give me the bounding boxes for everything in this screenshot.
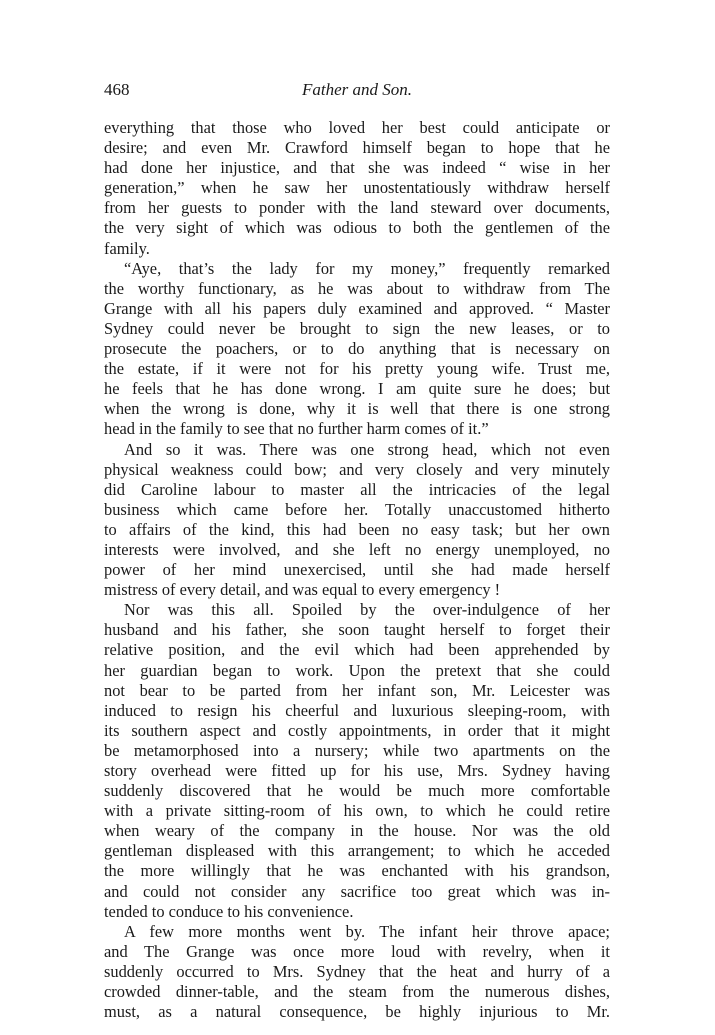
text-line: had done her injustice, and that she was indeed “ wise in her [104,158,610,178]
text-line: and could not consider any sacrifice too great which was in- [104,881,610,901]
text-line: interests were involved, and she left no energy unemployed, no [104,539,610,559]
text-line: from her guests to ponder with the land steward over documents, [104,198,610,218]
text-line: story overhead were fitted up for his use, Mrs. Sydney having [104,761,610,780]
text-line: Grange with all his papers duly examined and approved. “ Master [104,298,610,318]
text-line: tended to conduce to his convenience. [104,901,354,921]
text-line: the more willingly that he was enchanted with his grandson, [104,861,610,881]
text-line: her guardian began to work. Upon the pretext that she could [104,660,610,680]
text-line: desire; and even Mr. Crawford himself began to hope that he [104,138,610,158]
text-line: when the wrong is done, why it is well that there is one strong [104,399,610,419]
text-line: A few more months went by. The infant heir throve apace; [124,921,610,941]
text-line: induced to resign his cheerful and luxurious sleeping-room, with [104,700,610,720]
body-text [104,118,610,1022]
text-line: be metamorphosed into a nursery; while two apartments on the [104,740,610,760]
text-line: not bear to be parted from her infant son, Mr. Leicester was [104,680,610,700]
text-line: physical weakness could bow; and very closely and very minutely [104,459,610,479]
text-line: and The Grange was once more loud with revelry, when it [104,941,610,961]
text-line: its southern aspect and costly appointments, in order that it might [104,720,610,740]
text-line: everything that those who loved her best could anticipate or [104,118,610,137]
text-line: head in the family to see that no further harm comes of it.” [104,419,489,439]
text-line: business which came before her. Totally unaccustomed hitherto [104,499,610,519]
text-line: to affairs of the kind, this had been no easy task; but her own [104,519,610,539]
text-line: did Caroline labour to master all the intricacies of the legal [104,479,610,499]
text-line: mistress of every detail, and was equal to every emergency ! [104,580,501,600]
text-line: the very sight of which was odious to both the gentlemen of the [104,218,610,238]
text-line: generation,” when he saw her unostentatiously withdraw herself [104,178,610,198]
text-line: the worthy functionary, as he was about to withdraw from The [104,278,610,298]
text-line: when weary of the company in the house. Nor was the old [104,821,610,841]
text-line: Nor was this all. Spoiled by the over-indulgence of her [124,600,610,620]
text-line: with a private sitting-room of his own, to which he could retire [104,801,610,821]
text-line: he feels that he has done wrong. I am quite sure he does; but [104,379,610,399]
text-line: prosecute the poachers, or to do anything that is necessary on [104,339,610,359]
text-line: gentleman displeased with this arrangement; to which he acceded [104,841,610,861]
page-number: 468 [104,80,130,99]
text-line: relative position, and the evil which had been apprehended by [104,640,610,660]
page-header [104,80,610,104]
text-line: “Aye, that’s the lady for my money,” frequently remarked [124,258,610,278]
running-title: Father and Son. [301,80,413,99]
text-line: power of her mind unexercised, until she had made herself [104,560,610,580]
text-line: the estate, if it were not for his pretty young wife. Trust me, [104,359,610,379]
text-line: family. [104,238,150,258]
text-line: Sydney could never be brought to sign the new leases, or to [104,318,610,338]
text-line: suddenly discovered that he would be much more comfortable [104,781,610,801]
text-line: must, as a natural consequence, be highly injurious to Mr. [104,1002,610,1022]
text-line: suddenly occurred to Mrs. Sydney that the heat and hurry of a [104,961,610,981]
text-line: crowded dinner-table, and the steam from the numerous dishes, [104,982,610,1002]
text-line: husband and his father, she soon taught herself to forget their [104,620,610,640]
text-line: And so it was. There was one strong head, which not even [124,439,610,459]
